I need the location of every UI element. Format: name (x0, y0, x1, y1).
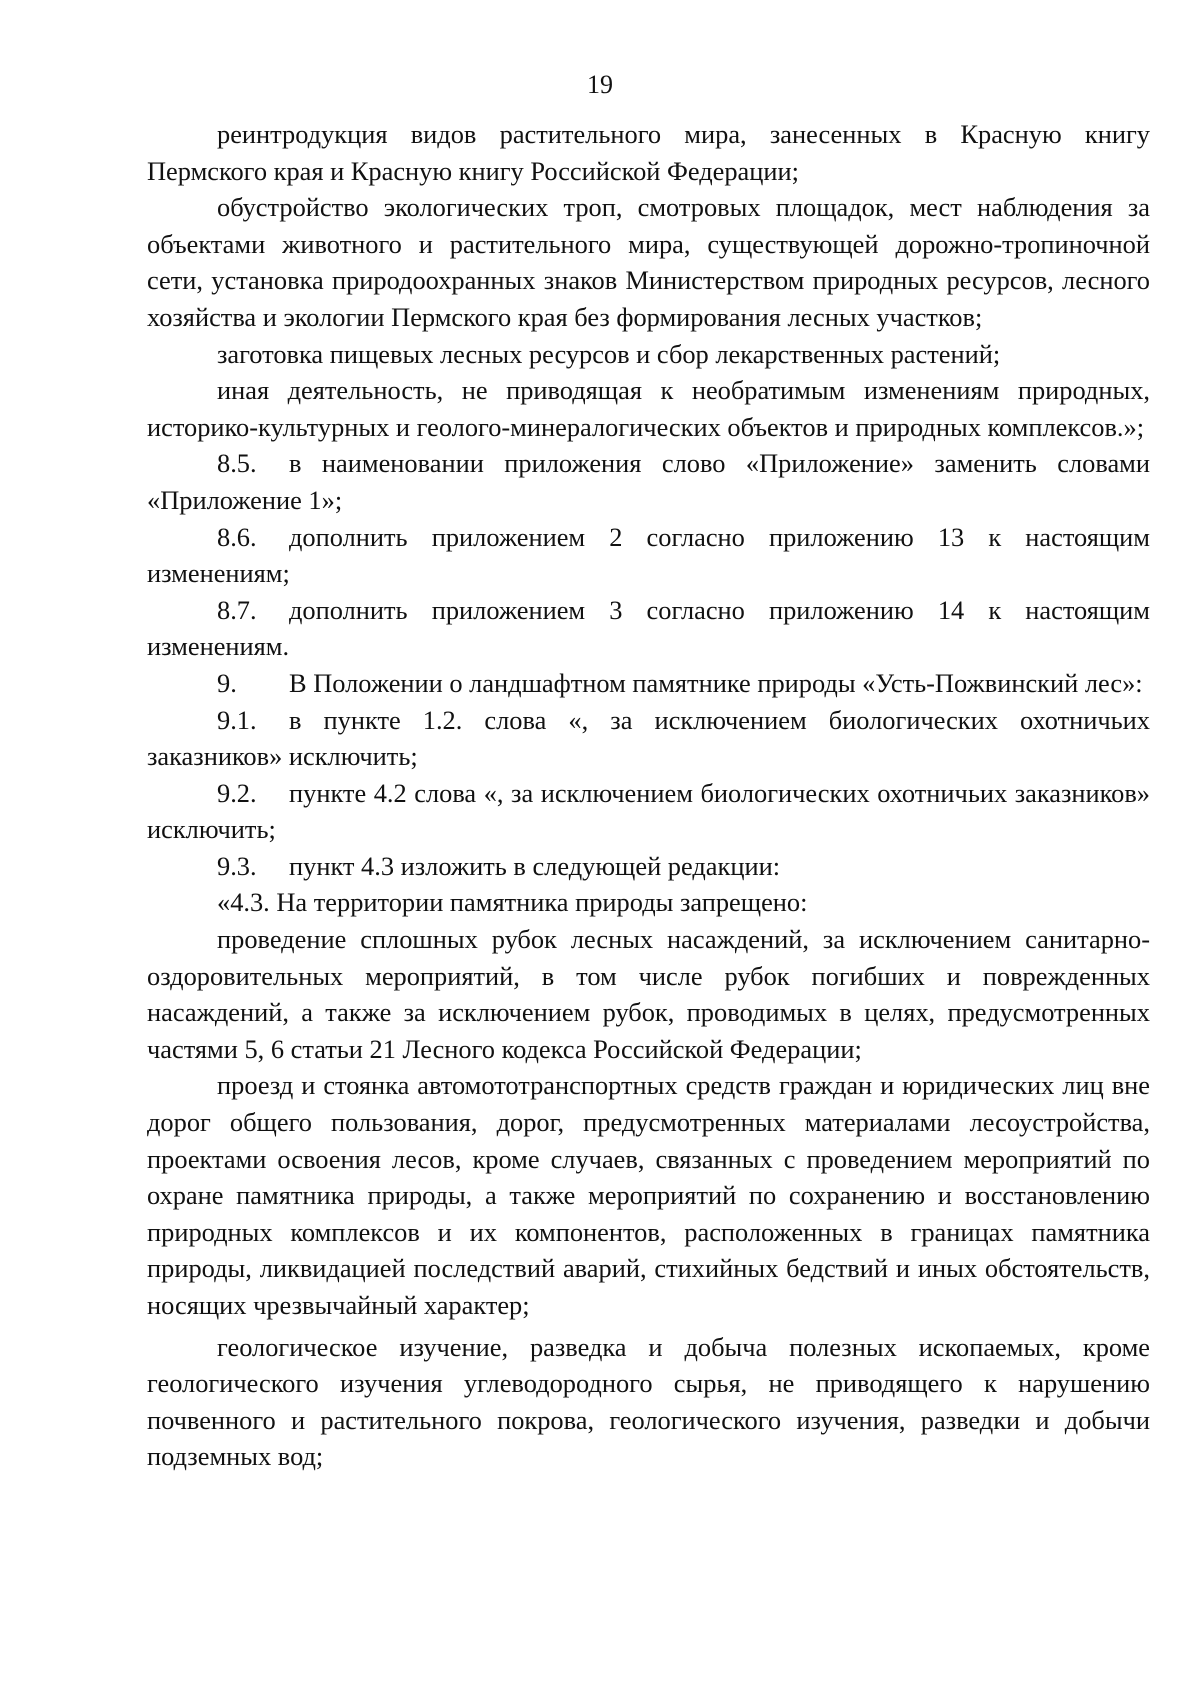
item-number: 9.3. (217, 850, 257, 881)
item-number: 9.2. (217, 777, 257, 808)
item-number: 8.7. (217, 594, 257, 625)
item-number: 8.5. (217, 448, 257, 479)
item-9-3 (147, 848, 1150, 885)
item-text: пункте 4.2 слова «, за исключением биологических охотничьих заказников» исключить; (147, 777, 1150, 845)
paragraph-clear-cutting: проведение сплошных рубок лесных насаждений, за исключением санитарно-оздоровительных мероприятий, в том числе рубок погибших и поврежденных насаждений, а также за исключением рубок, проводимых в целях, предусмотренных частями 5, 6 статьи 21 Лесного кодекса Российской Федерации; (147, 924, 1150, 1064)
item-text: дополнить приложением 2 согласно приложению 13 к настоящим изменениям; (147, 521, 1150, 589)
paragraph-vehicle-access: проезд и стоянка автомототранспортных средств граждан и юридических лиц вне дорог общего пользования, дорог, предусмотренных материалами лесоустройства, проектами освоения лесов, кроме случаев, связанных с проведением мероприятий по охране памятника природы, а также мероприятий по сохранению и восстановлению природных комплексов и их компонентов, расположенных в границах памятника природы, ликвидацией последствий аварий, стихийных бедствий и иных обстоятельств, носящих чрезвычайный характер; (147, 1070, 1150, 1320)
item-9-1 (147, 702, 1150, 775)
page-number: 19 (587, 70, 613, 99)
item-8-7 (147, 592, 1150, 665)
item-number: 9.1. (217, 704, 257, 735)
item-8-6 (147, 519, 1150, 592)
paragraph-ecological-trails: обустройство экологических троп, смотровых площадок, мест наблюдения за объектами животного и растительного мира, существующей дорожно-тропиночной сети, установка природоохранных знаков Министерством природных ресурсов, лесного хозяйства и экологии Пермского края без формирования лесных участков; (147, 192, 1150, 332)
paragraph-section-4-3-heading: «4.3. На территории памятника природы запрещено: (217, 887, 808, 918)
item-text: в пункте 1.2. слова «, за исключением биологических охотничьих заказников» исключить; (147, 704, 1150, 772)
item-8-5 (147, 445, 1150, 518)
paragraph-geological-exploration: геологическое изучение, разведка и добыча полезных ископаемых, кроме геологического изучения углеводородного сырья, не приводящего к нарушению почвенного и растительного покрова, геологического изучения, разведки и добычи подземных вод; (147, 1331, 1150, 1472)
paragraph-food-resources: заготовка пищевых лесных ресурсов и сбор лекарственных растений; (217, 338, 1001, 369)
item-text: в наименовании приложения слово «Приложение» заменить словами «Приложение 1»; (147, 448, 1150, 515)
item-text: дополнить приложением 3 согласно приложению 14 к настоящим изменениям. (147, 594, 1150, 662)
paragraph-other-activities: иная деятельность, не приводящая к необратимым изменениям природных, историко-культурных и геолого-минералогических объектов и природных комплексов.»; (147, 375, 1150, 442)
item-9 (147, 665, 1150, 702)
item-number: 8.6. (217, 521, 257, 552)
item-number: 9. (217, 667, 237, 698)
paragraph-reintroduction: реинтродукция видов растительного мира, занесенных в Красную книгу Пермского края и Красную книгу Российской Федерации; (147, 119, 1150, 186)
item-text: пункт 4.3 изложить в следующей редакции: (289, 850, 781, 881)
item-9-2 (147, 775, 1150, 848)
document-body (147, 116, 1150, 1475)
item-text: В Положении о ландшафтном памятнике природы «Усть-Пожвинский лес»: (289, 667, 1143, 698)
